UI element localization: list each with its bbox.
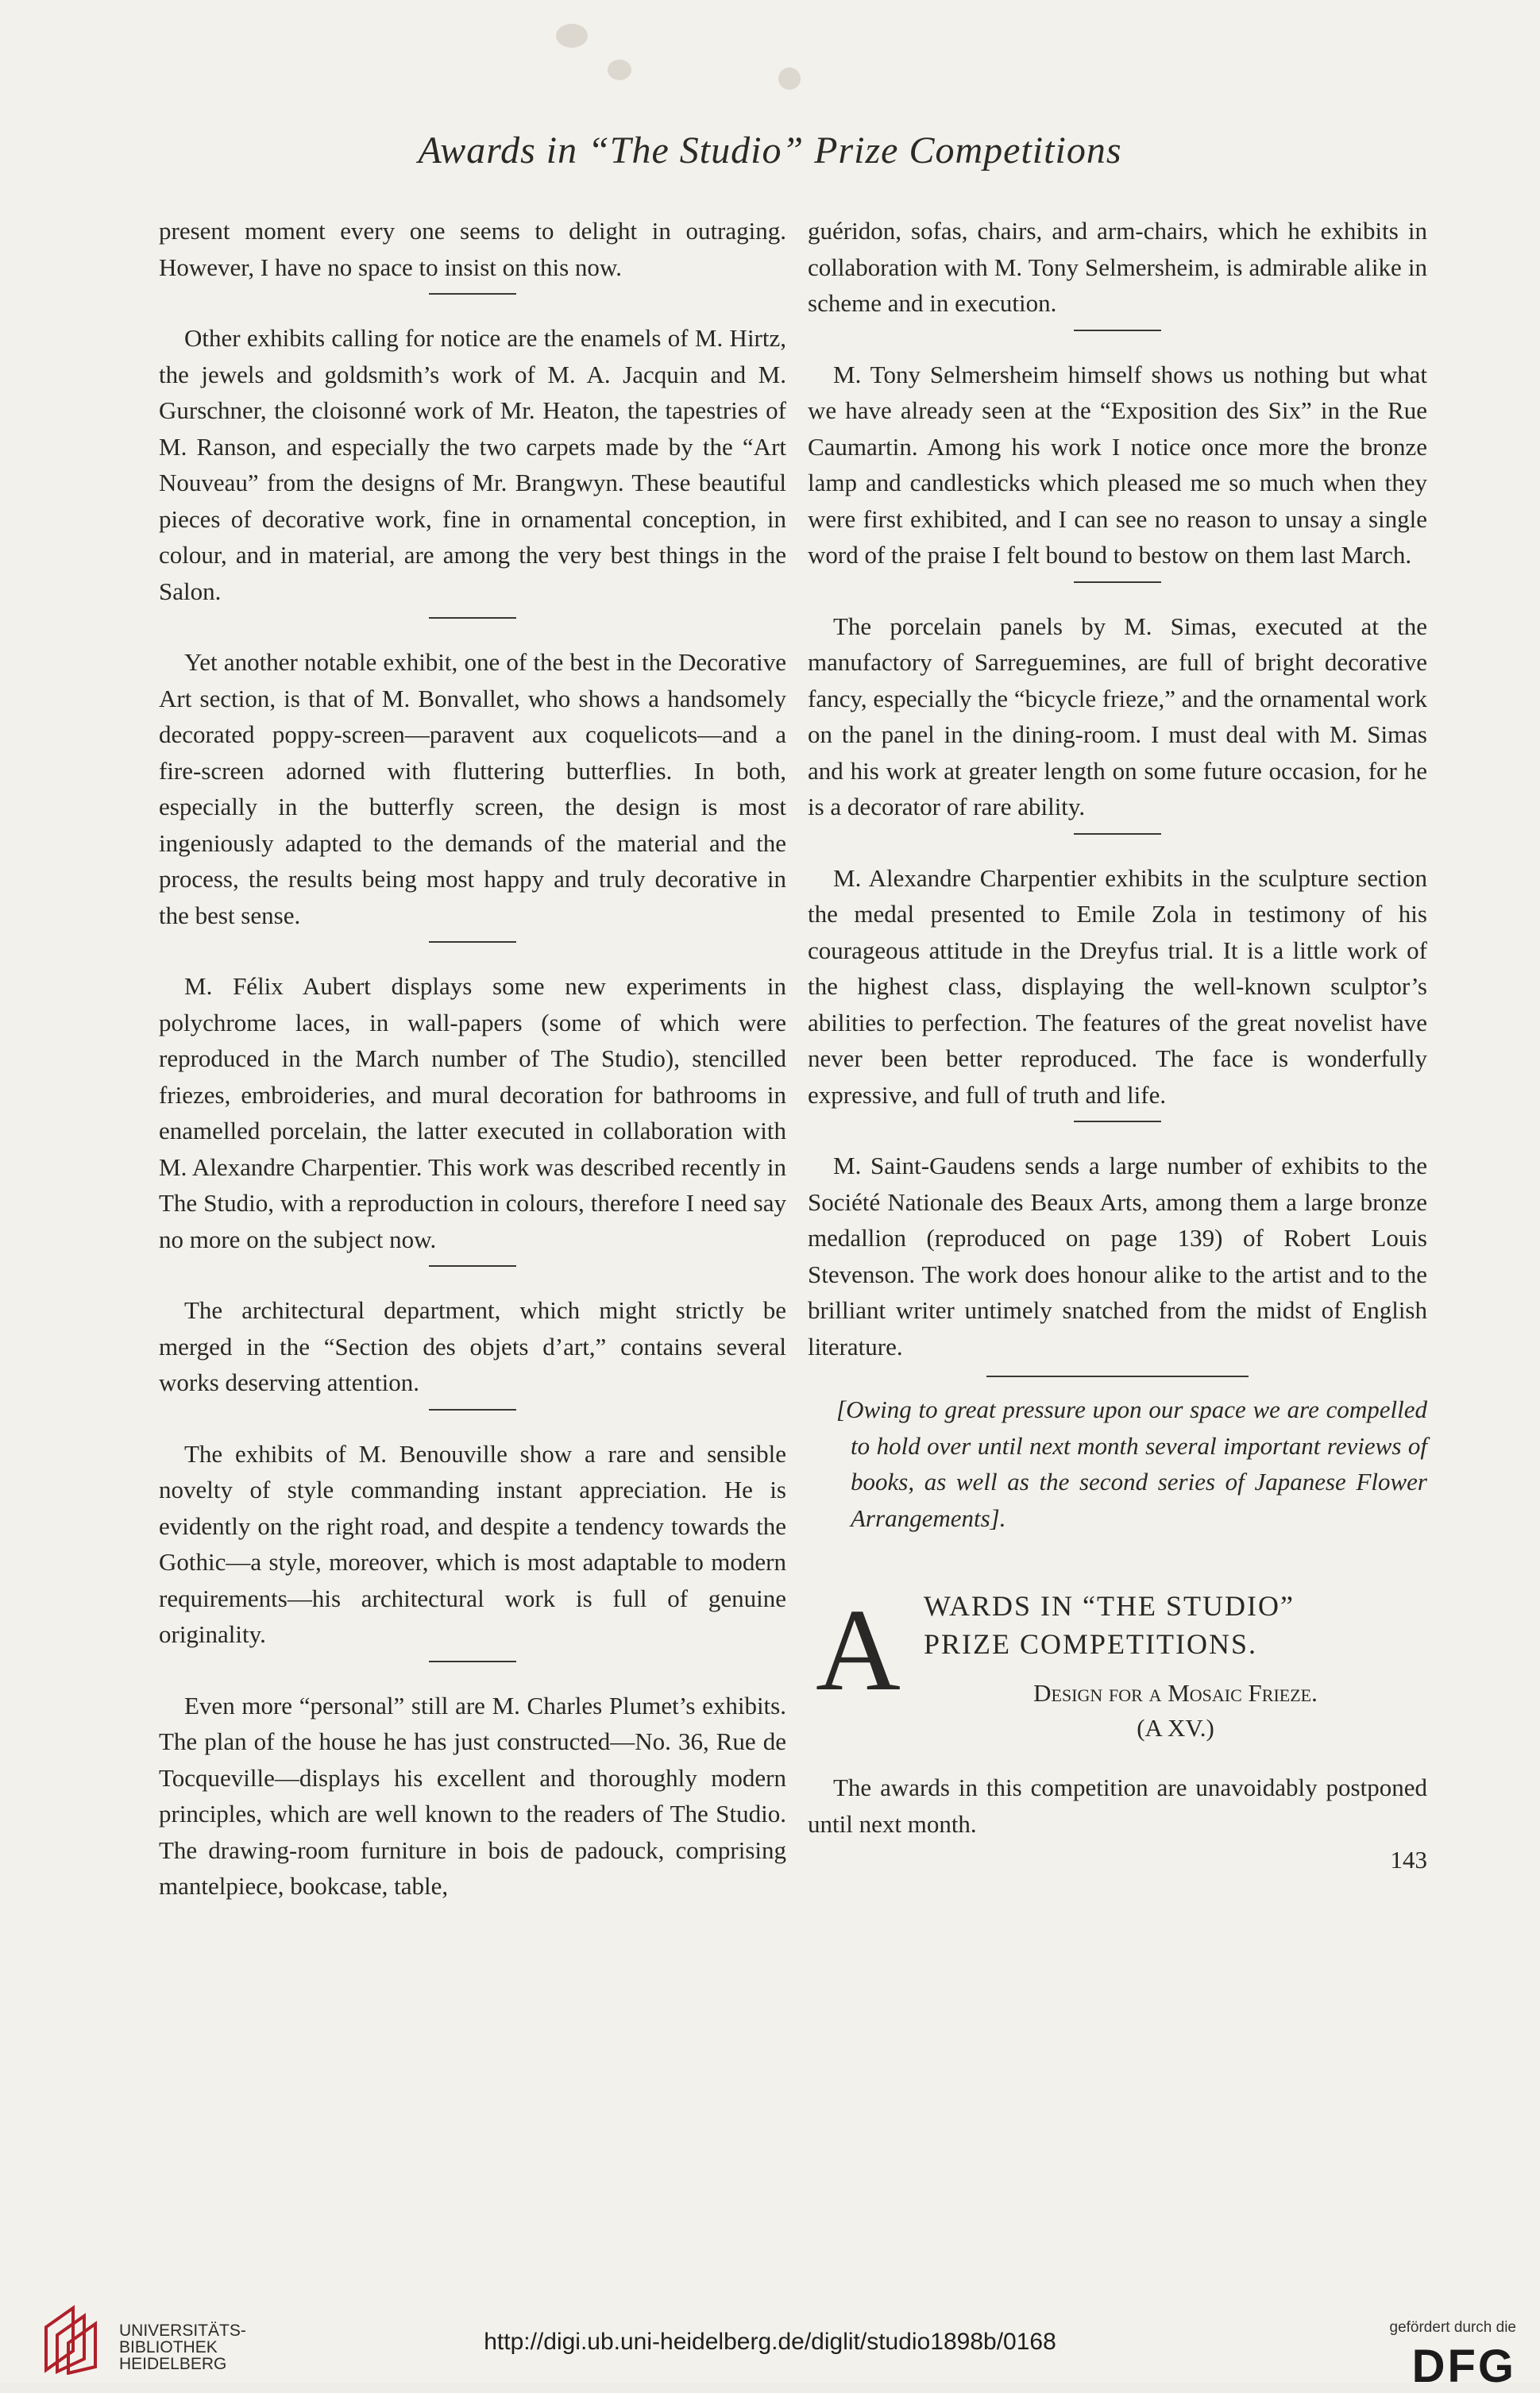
paragraph: M. Alexandre Charpentier exhibits in the sculpture section the medal presented to Emile Zola in testimony of his courageous attitude in the Dreyfus trial. It is a little work of the highest class, displaying the well-known sculptor’s abilities to perfection. The features of the great novelist have never been better reproduced. The face is wonderfully expressive, and full of truth and life. <box>808 863 1427 1109</box>
section-divider <box>1074 330 1161 331</box>
paragraph: M. Saint-Gaudens sends a large number of exhibits to the Société Nationale des Beaux Arts, among them a large bronze medallion (reproduced on page 139) of Robert Louis Stevenson. The work does honour alike to the artist and to the brilliant writer untimely snatched from the midst of English literature. <box>808 1152 1427 1361</box>
paragraph: Other exhibits calling for notice are the enamels of M. Hirtz, the jewels and goldsmith’s work of M. A. Jacquin and M. Gurschner, the cloisonné work of Mr. Heaton, the tapestries of M. Ranson, and especially the two carpets made by the “Art Nouveau” from the designs of Mr. Brangwyn. These beautiful pieces of decorative work, fine in ornamental conception, in colour, and in material, are among the very best things in the Salon. <box>159 324 786 605</box>
paragraph: The exhibits of M. Benouville show a rare and sensible novelty of style commanding instant appreciation. He is evidently on the right road, and despite a tendency towards the Gothic—a style, moreover, which is most adaptable to modern requirements—his architectural work is full of genuine originality. <box>159 1439 786 1648</box>
library-name-line: UNIVERSITÄTS- <box>119 2322 246 2340</box>
paper-stain <box>778 68 801 90</box>
section-divider <box>429 1661 516 1662</box>
dfg-logo: DFG <box>1411 2341 1516 2392</box>
paragraph: Yet another notable exhibit, one of the best in the Decorative Art section, is that of M. Bonvallet, who shows a handsomely decorated poppy-screen—paravent aux coquelicots—and a fire-screen adorned with fluttering butterflies. In both, especially in the butterfly screen, the design is most ingeniously adapted to the demands of the material and the process, the results being most happy and truly decorative in the best sense. <box>159 648 786 929</box>
section-divider <box>429 1265 516 1267</box>
section-divider <box>429 941 516 943</box>
section-divider <box>1074 833 1161 835</box>
section-divider <box>429 293 516 295</box>
paper-stain <box>556 24 588 48</box>
footer <box>0 2287 1540 2392</box>
paragraph: present moment every one seems to delight in outraging. However, I have no space to insist on this now. <box>159 217 786 281</box>
competition-name: Design for a Mosaic Frieze. <box>1033 1679 1318 1707</box>
source-url-link[interactable]: http://digi.ub.uni-heidelberg.de/diglit/studio1898b/0168 <box>484 2329 1056 2355</box>
paragraph: The architectural department, which might strictly be merged in the “Section des objets d’art,” contains several works deserving attention. <box>159 1296 786 1396</box>
awards-body: The awards in this competition are unavoidably postponed until next month. <box>808 1774 1427 1838</box>
running-heading: Awards in “The Studio” Prize Competitions <box>418 129 1122 172</box>
paragraph: The porcelain panels by M. Simas, executed at the manufactory of Sarreguemines, are full of bright decorative fancy, especially the “bicycle frieze,” and the ornamental work on the panel in the dining-room. I must deal with M. Simas and his work at greater length on some future occasion, for he is a decorator of rare ability. <box>808 612 1427 820</box>
section-divider-long <box>986 1376 1249 1377</box>
left-column <box>159 213 786 1905</box>
library-name-line: BIBLIOTHEK <box>119 2338 218 2356</box>
editor-note: [Owing to great pressure upon our space we are compelled to hold over until next month several important reviews of books, as well as the second series of Japanese Flower Arrangements]. <box>836 1395 1427 1532</box>
paragraph: M. Tony Selmersheim himself shows us nothing but what we have already seen at the “Exposition des Six” in the Rue Caumartin. Among his work I notice once more the bronze lamp and candlesticks which pleased me so much when they were first exhibited, and I can see no reason to unsay a single word of the praise I felt bound to bestow on them last March. <box>808 360 1427 569</box>
page-number: 143 <box>1390 1846 1427 1874</box>
awards-title-line: WARDS IN “THE STUDIO” <box>924 1590 1295 1622</box>
paragraph: guéridon, sofas, chairs, and arm-chairs, which he exhibits in collaboration with M. Tony Selmersheim, is admirable alike in scheme and in execution. <box>808 217 1427 317</box>
awards-title <box>924 1587 1295 1663</box>
paragraph: Even more “personal” still are M. Charles Plumet’s exhibits. The plan of the house he has just constructed—No. 36, Rue de Tocqueville—displays his excellent and thoroughly modern principles, which are well known to the readers of The Studio. The drawing-room furniture in bois de padouck, comprising mantelpiece, bookcase, table, <box>159 1691 786 1900</box>
awards-title-line: PRIZE COMPETITIONS. <box>924 1628 1258 1660</box>
section-divider <box>1074 581 1161 583</box>
drop-cap: A <box>816 1585 901 1716</box>
section-divider <box>429 617 516 619</box>
awards-section <box>808 1587 1427 1770</box>
library-name-line: HEIDELBERG <box>119 2355 227 2373</box>
section-divider <box>429 1409 516 1411</box>
paper-stain <box>608 60 631 80</box>
competition-code: (A XV.) <box>1137 1714 1214 1742</box>
paragraph: M. Félix Aubert displays some new experiments in polychrome laces, in wall-papers (some of which were reproduced in the March number of The Studio), stencilled friezes, embroideries, and mural decoration for bathrooms in enamelled porcelain, the latter executed in collaboration with M. Alexandre Charpentier. This work was described recently in The Studio, with a reproduction in colours, therefore I need say no more on the subject now. <box>159 972 786 1253</box>
section-divider <box>1074 1121 1161 1122</box>
right-column <box>808 213 1427 1882</box>
competition-subtitle <box>924 1676 1427 1746</box>
funding-text: gefördert durch die <box>1389 2319 1516 2336</box>
